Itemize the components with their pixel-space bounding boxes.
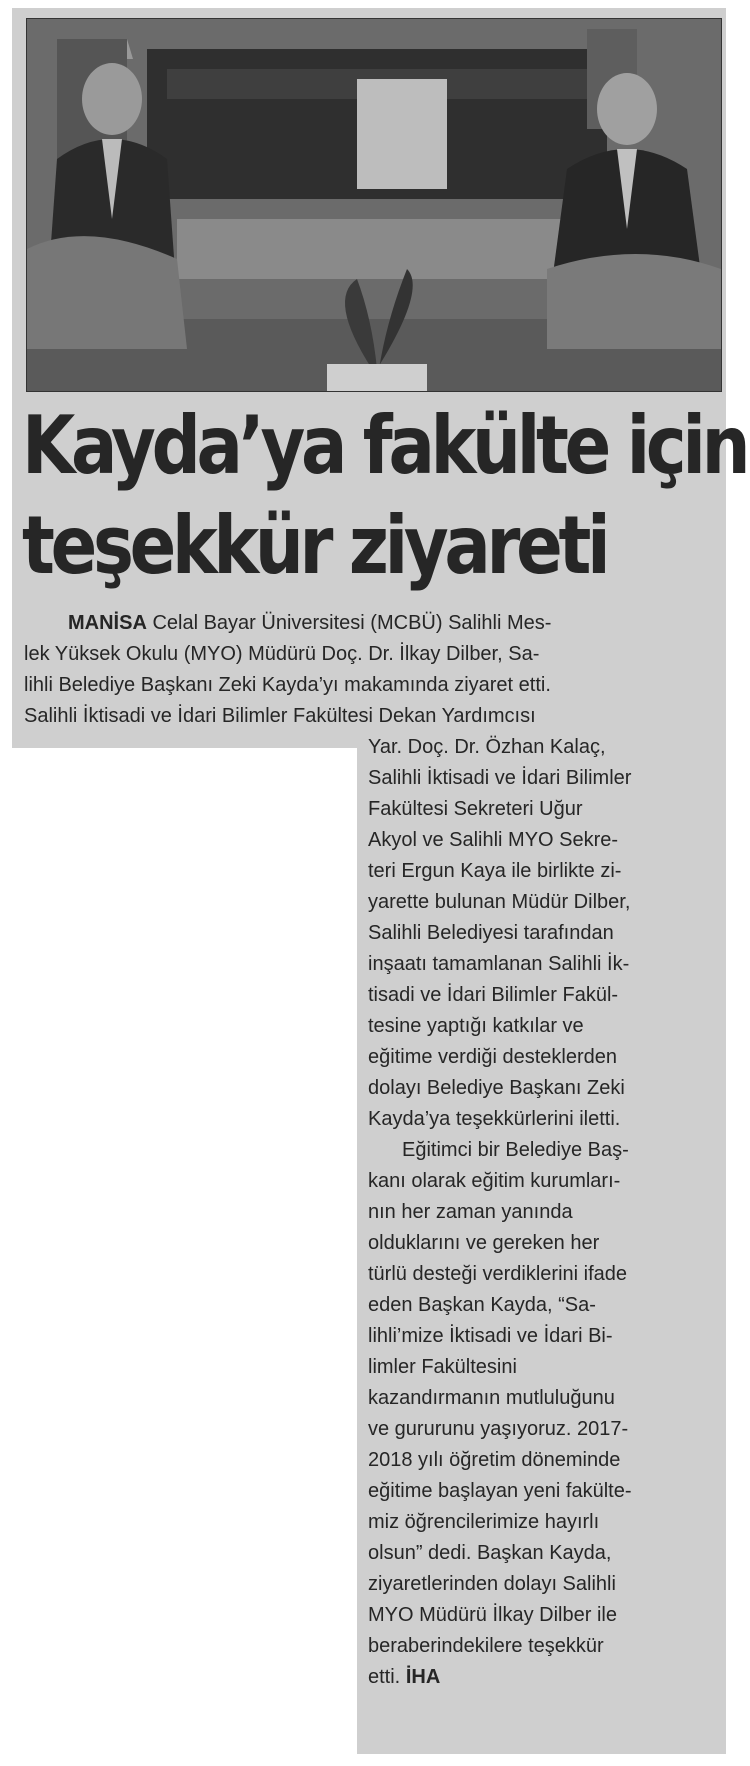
column-line: Yar. Doç. Dr. Özhan Kalaç, xyxy=(368,736,606,758)
column-line: eğitime verdiği desteklerden xyxy=(368,1046,618,1068)
column-line: 2018 yılı öğretim döneminde xyxy=(368,1449,621,1471)
column-line: tisadi ve İdari Bilimler Fakül- xyxy=(368,984,619,1006)
intro-line-3: lihli Belediye Başkanı Zeki Kayda’yı makamında ziyaret etti. xyxy=(24,674,551,696)
column-line: eden Başkan Kayda, “Sa- xyxy=(368,1294,596,1316)
agency-credit: İHA xyxy=(405,1666,441,1688)
column-line: Akyol ve Salihli MYO Sekre- xyxy=(368,829,619,851)
column-line: eğitime başlayan yeni fakülte- xyxy=(368,1480,632,1502)
column-line: ziyaretlerinden dolayı Salihli xyxy=(368,1573,616,1595)
column-line: inşaatı tamamlanan Salihli İk- xyxy=(368,953,630,975)
column-line: yarette bulunan Müdür Dilber, xyxy=(368,891,631,913)
intro-line-1 xyxy=(24,608,718,639)
article-column xyxy=(368,732,722,1693)
headline xyxy=(22,396,747,596)
column-line: türlü desteği verdiklerini ifade xyxy=(368,1263,628,1285)
headline-line-2: teşekkür ziyareti xyxy=(22,499,607,592)
intro-line-2: lek Yüksek Okulu (MYO) Müdürü Doç. Dr. İlkay Dilber, Sa- xyxy=(24,643,540,665)
news-photo xyxy=(26,18,722,392)
column-line: limler Fakültesini xyxy=(368,1356,517,1378)
column-line: Salihli Belediyesi tarafından xyxy=(368,922,614,944)
dateline: MANİSA xyxy=(68,612,147,634)
column-last-line xyxy=(368,1662,722,1693)
column-line: Fakültesi Sekreteri Uğur xyxy=(368,798,583,820)
headline-line-1: Kayda’ya fakülte için xyxy=(22,399,747,492)
column-line: teri Ergun Kaya ile birlikte zi- xyxy=(368,860,622,882)
column-line: kanı olarak eğitim kurumları- xyxy=(368,1170,621,1192)
column-line: tesine yaptığı katkılar ve xyxy=(368,1015,584,1037)
intro-line-4: Salihli İktisadi ve İdari Bilimler Fakültesi Dekan Yardımcısı xyxy=(24,705,536,727)
intro-line-1-text: Celal Bayar Üniversitesi (MCBÜ) Salihli Mes- xyxy=(152,612,552,634)
column-line: olduklarını ve gereken her xyxy=(368,1232,600,1254)
column-line: nın her zaman yanında xyxy=(368,1201,573,1223)
column-line: ve gururunu yaşıyoruz. 2017- xyxy=(368,1418,629,1440)
article-intro xyxy=(24,608,718,732)
column-line: dolayı Belediye Başkanı Zeki xyxy=(368,1077,625,1099)
column-line: Kayda’ya teşekkürlerini iletti. xyxy=(368,1108,621,1130)
column-line: beraberindekilere teşekkür xyxy=(368,1635,604,1657)
column-line: Salihli İktisadi ve İdari Bilimler xyxy=(368,767,632,789)
column-line: Eğitimci bir Belediye Baş- xyxy=(402,1139,629,1161)
column-line: miz öğrencilerimize hayırlı xyxy=(368,1511,600,1533)
last-line-text: etti. xyxy=(368,1666,401,1688)
column-line: olsun” dedi. Başkan Kayda, xyxy=(368,1542,612,1564)
column-line: kazandırmanın mutluluğunu xyxy=(368,1387,615,1409)
column-line: MYO Müdürü İlkay Dilber ile xyxy=(368,1604,617,1626)
column-line: lihli’mize İktisadi ve İdari Bi- xyxy=(368,1325,613,1347)
